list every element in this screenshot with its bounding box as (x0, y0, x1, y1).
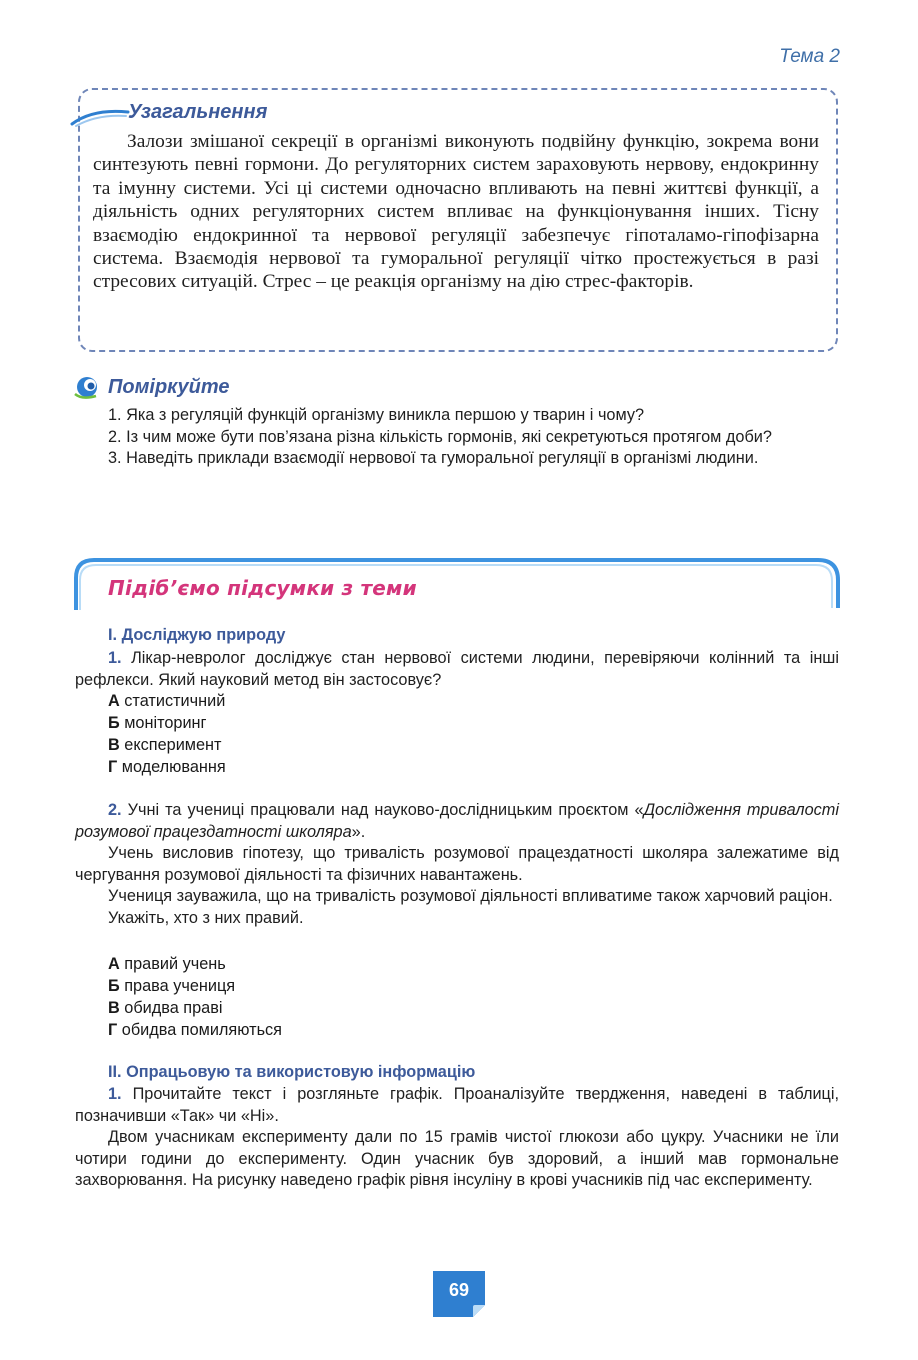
task-1-1-options (75, 690, 839, 778)
option-text: правий учень (119, 955, 226, 973)
option-text: обидва праві (119, 999, 223, 1017)
task-text: Учні та учениці працювали над науково-дослідницьким проєктом « (121, 801, 644, 819)
topic-label: Тема 2 (779, 46, 840, 67)
option (75, 756, 839, 778)
option-text: моделювання (117, 758, 226, 776)
task-1-1 (75, 648, 839, 691)
option-letter: Г (108, 758, 118, 776)
task-number: 1. (108, 649, 122, 667)
think-question-2: 2. Із чим може бути пов’язана різна кількість гормонів, які секретуються протягом доби? (108, 427, 772, 446)
option-letter: А (108, 692, 120, 710)
think-question-3: 3. Наведіть приклади взаємодії нервової та гуморальної регуляції в організмі людини. (108, 449, 759, 468)
summary-paragraph: Залози змішаної секреції в організмі виконують подвійну функцію, зокрема вони синтезують певні гормони. До регуляторних систем зараховують нервову, ендокринну та імунну системи. Усі ці системи одночасно впливають на певні життєві функції, а діяльність одних регуляторних систем впливає на функціонування інших. Тісну взаємодію ендокринної та нервової регуляції забезпечує гіпоталамо-гіпофізарна система. Взаємодія нервової та гуморальної регуляції чітко простежується в разі стресових ситуацій. Стрес – це реакція організму на дію стрес-факторів. (93, 131, 819, 293)
option-letter: Г (108, 1021, 118, 1039)
task-2-1 (75, 1084, 839, 1192)
task-text: Лікар-невролог досліджує стан нервової системи людини, перевіряючи колінний та інші рефлекси. Який науковий метод він застосовує? (75, 649, 839, 689)
task-text: Прочитайте текст і розгляньте графік. Проаналізуйте твердження, наведені в таблиці, позначивши «Так» чи «Ні». (75, 1085, 839, 1125)
option-text: моніторинг (119, 714, 207, 732)
option (75, 734, 839, 756)
think-questions (75, 405, 839, 470)
page-number: 69 (448, 1280, 470, 1300)
option-letter: Б (108, 714, 120, 732)
task-1-1-question (75, 648, 839, 691)
option-letter: В (108, 736, 120, 754)
task-2-1-question (75, 1084, 839, 1127)
task-1-2-remark: Учениця зауважила, що на тривалість розумової діяльності впливатиме також харчовий раціон. (108, 887, 833, 906)
option (75, 712, 839, 734)
task-number: 2. (108, 801, 122, 819)
task-2-1-description: Двом учасникам експерименту дали по 15 грамів чистої глюкози або цукру. Учасники не їли чотири години до експерименту. Один учасник був здоровий, а інший мав гормональне захворювання. На рисунку наведено графік рівня інсуліну в крові учасників під час експерименту. (75, 1128, 839, 1190)
think-question-1: 1. Яка з регуляцій функцій організму виникла першою у тварин і чому? (108, 406, 645, 424)
lightbulb-icon (72, 374, 102, 400)
swoosh-icon (70, 106, 130, 128)
project-title: Дослідження тривалості розумової працездатності школяра (75, 801, 839, 841)
option-text: експеримент (119, 736, 222, 754)
task-1-2-hypothesis: Учень висловив гіпотезу, що тривалість розумової працездатності школяра залежатиме від чергування розумової діяльності та фізичних навантажень. (75, 844, 839, 884)
option-text: статистичний (119, 692, 226, 710)
option (75, 953, 839, 975)
task-1-2-prompt: Укажіть, хто з них правий. (108, 908, 304, 927)
option-letter: Б (108, 977, 120, 995)
summary-text (93, 130, 819, 294)
task-number: 1. (108, 1085, 122, 1103)
option-letter: В (108, 999, 120, 1017)
option-letter: А (108, 955, 120, 973)
option-text: обидва помиляються (117, 1021, 283, 1039)
task-1-2-options (75, 953, 839, 1041)
results-banner-title: Підіб’ємо підсумки з теми (108, 576, 417, 600)
option (75, 690, 839, 712)
task-1-2-intro (75, 800, 839, 843)
option (75, 975, 839, 997)
task-text-end: ». (351, 822, 366, 841)
task-1-2 (75, 800, 839, 930)
option (75, 1019, 839, 1041)
option (75, 997, 839, 1019)
option-text: права учениця (119, 977, 236, 995)
section-2-heading: ІІ. Опрацьовую та використовую інформацію (108, 1063, 476, 1081)
think-title: Поміркуйте (108, 376, 230, 398)
summary-title: Узагальнення (128, 101, 268, 123)
section-1-heading: І. Досліджую природу (108, 626, 286, 644)
